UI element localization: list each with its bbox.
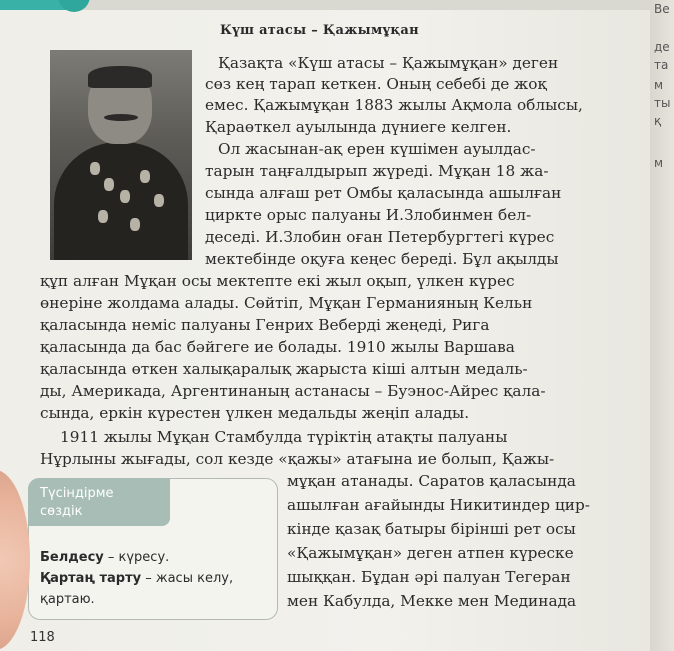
medal-icon [104, 178, 114, 191]
body-line: Қазақта «Күш атасы – Қажымұқан» деген [218, 54, 559, 72]
body-line: мұқан атанады. Саратов қаласында [287, 472, 576, 490]
body-line: «Қажымұқан» деген атпен күреске [287, 544, 574, 562]
glossary-entry [40, 571, 233, 586]
top-header-strip [0, 0, 650, 10]
body-line: Нұрлыны жығады, сол кезде «қажы» атағына ие болып, Қажы- [40, 450, 555, 468]
body-line: деседі. И.Злобин оған Петербургтегі күрес [205, 228, 555, 246]
glossary-definition: – күресу. [103, 550, 170, 565]
glossary-term: Қартаң тарту [40, 571, 142, 586]
photo-hair [88, 66, 152, 88]
adjacent-text: м [654, 78, 664, 92]
glossary-title [40, 485, 114, 521]
medal-icon [120, 190, 130, 203]
body-line: 1911 жылы Мұқан Стамбулда түріктің атақты палуаны [60, 428, 508, 446]
body-line: құп алған Мұқан осы мектепте екі жыл оқып, үлкен күрес [40, 272, 515, 290]
adjacent-text: ты [654, 96, 671, 110]
body-line: циркте орыс палуаны И.Злобинмен бел- [205, 206, 532, 224]
body-line: қаласында өткен халықаралық жарыста кіші алтын медаль- [40, 360, 528, 378]
body-line: сында алғаш рет Омбы қаласында ашылған [205, 184, 562, 202]
glossary-entry [40, 550, 169, 565]
adjacent-text: Be [654, 2, 670, 16]
adjacent-text: та [654, 58, 669, 72]
body-line: қаласында неміс палуаны Генрих Веберді жеңеді, Рига [40, 316, 490, 334]
medal-icon [130, 218, 140, 231]
glossary-definition: қартаю. [40, 592, 95, 607]
adjacent-text: қ [654, 114, 662, 128]
portrait-photo [50, 50, 192, 260]
medal-icon [98, 210, 108, 223]
body-line: сөз кең тарап кеткен. Оның себебі де жоқ [205, 75, 547, 93]
body-line: Қараөткел ауылында дүниеге келген. [205, 118, 512, 136]
body-line: мектебінде оқуға кеңес береді. Бұл ақылды [205, 250, 559, 268]
body-line: сында, еркін күрестен үлкен медальды жеңіп алады. [40, 404, 470, 422]
adjacent-page [650, 0, 674, 651]
page-number: 118 [30, 630, 55, 645]
medal-icon [90, 162, 100, 175]
body-line: Ол жасынан-ақ ерен күшімен ауылдас- [218, 140, 536, 158]
glossary-term: Белдесу [40, 550, 104, 565]
glossary-title-line: Түсіндірме [40, 486, 114, 501]
body-line: емес. Қажымұқан 1883 жылы Ақмола облысы, [205, 96, 583, 114]
page-title: Күш атасы – Қажымұқан [220, 23, 419, 38]
glossary-entry [40, 592, 95, 607]
body-line: қаласында да бас бәйгеге ие болады. 1910 жылы Варшава [40, 338, 515, 356]
body-line: тарын таңғалдырып жүреді. Мұқан 18 жа- [205, 162, 549, 180]
body-line: ды, Америкада, Аргентинаның астанасы – Буэнос-Айрес қала- [40, 382, 546, 400]
medal-icon [140, 170, 150, 183]
body-line: мен Кабулда, Мекке мен Мединада [287, 592, 577, 610]
body-line: ашылған ағайынды Никитиндер цир- [287, 496, 590, 514]
body-line: өнеріне жолдама алады. Сөйтіп, Мұқан Германияның Кельн [40, 294, 533, 312]
adjacent-text: де [654, 40, 670, 54]
glossary-definition: – жасы келу, [141, 571, 234, 586]
photo-moustache [104, 114, 138, 121]
adjacent-text: м [654, 156, 664, 170]
medal-icon [154, 194, 164, 207]
body-line: кінде қазақ батыры бірінші рет осы [287, 520, 576, 538]
glossary-title-line: сөздік [40, 504, 83, 519]
body-line: шыққан. Бұдан әрі палуан Тегеран [287, 568, 571, 586]
